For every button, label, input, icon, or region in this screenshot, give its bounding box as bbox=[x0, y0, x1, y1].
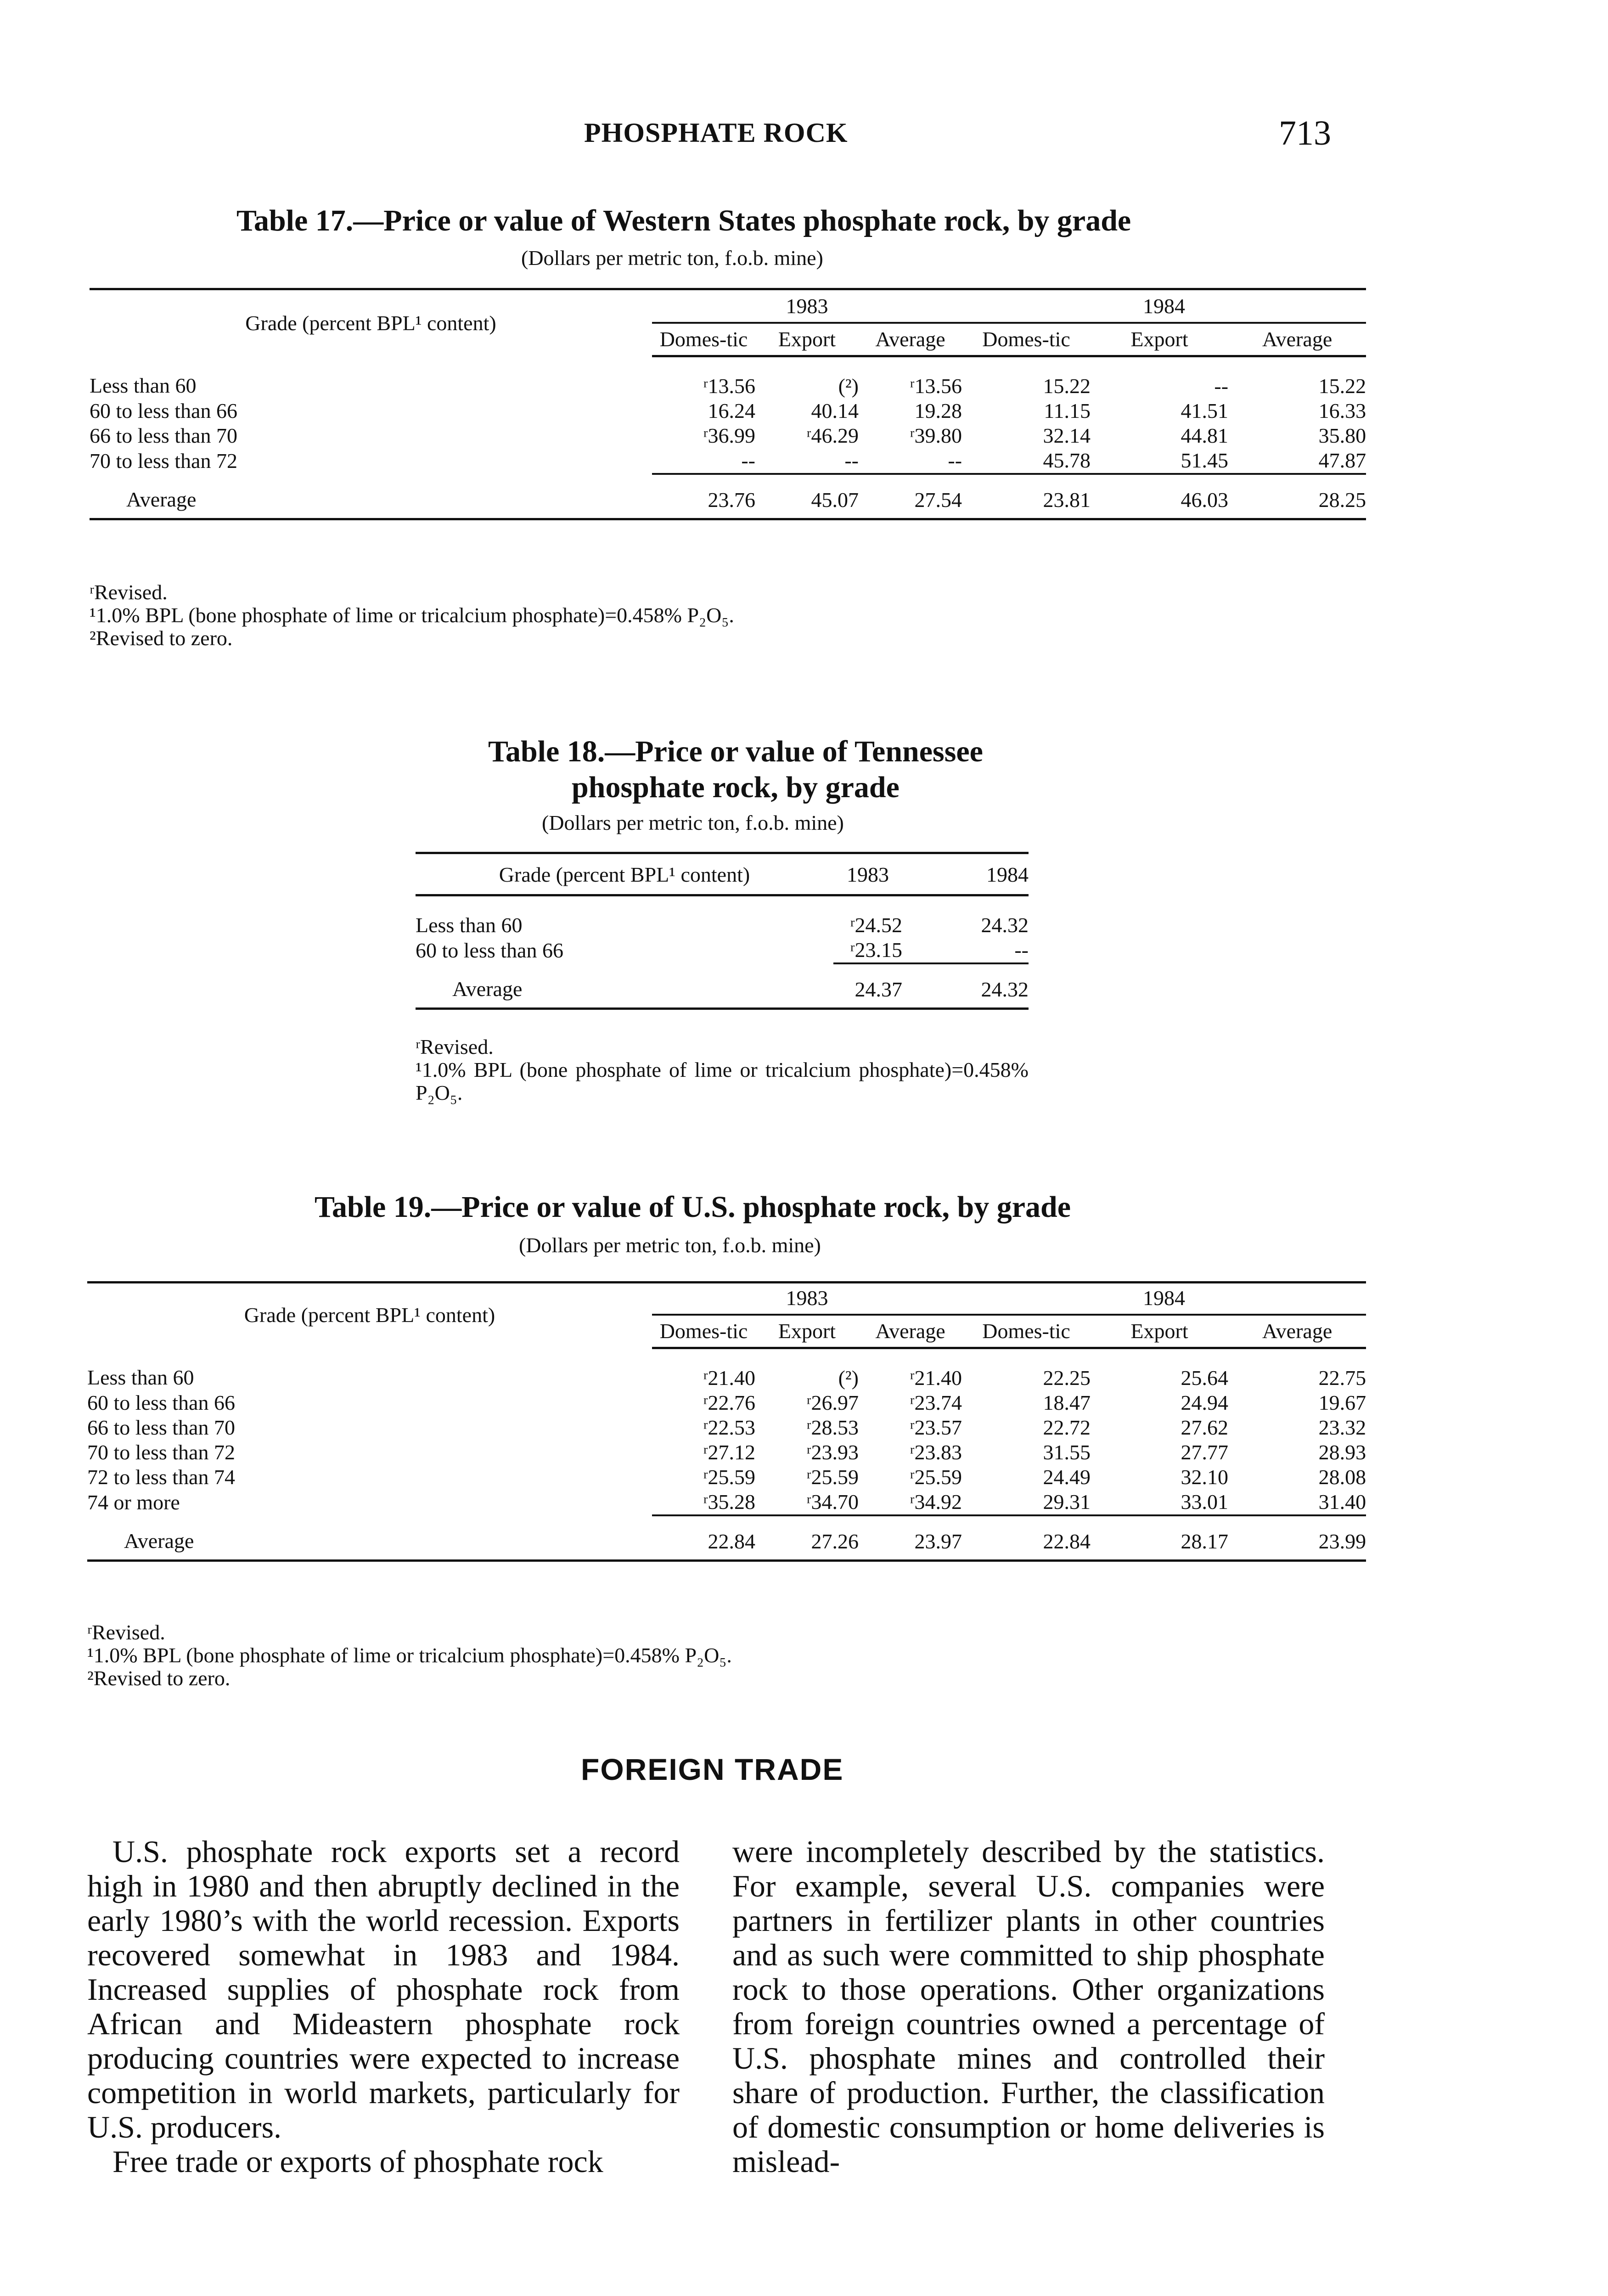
table-19-year-1984: 1984 bbox=[962, 1286, 1366, 1315]
cell: ʳ34.70 bbox=[755, 1490, 859, 1515]
table-17-footnotes bbox=[90, 581, 734, 650]
footnote: ¹1.0% BPL (bone phosphate of lime or tricalcium phosphate)=0.458% P₂O₅. bbox=[90, 603, 734, 627]
cell: 19.67 bbox=[1318, 1391, 1366, 1414]
row-label: 66 to less than 70 bbox=[87, 1416, 235, 1439]
cell: ʳ27.12 bbox=[703, 1441, 755, 1464]
row-label: 70 to less than 72 bbox=[90, 449, 237, 473]
cell: -- bbox=[755, 448, 859, 474]
footnote: ʳRevised. bbox=[90, 580, 168, 604]
page-number: 713 bbox=[1279, 114, 1331, 152]
cell: 18.47 bbox=[1043, 1391, 1091, 1414]
table-18-stub-header: Grade (percent BPL¹ content) bbox=[416, 855, 833, 895]
table-17 bbox=[90, 294, 1366, 520]
table-19-col-header: Average bbox=[1228, 1315, 1366, 1348]
table-row bbox=[90, 399, 1366, 423]
cell: 22.84 bbox=[652, 1515, 755, 1561]
paragraph: U.S. phosphate rock exports set a record high in 1980 and then abruptly declined in the early 1980’s with the world recession. Exports recovered somewhat in 1983 and 1984. Increased supplies of phosphate rock from African and Mideastern phosphate rock producing countries were expected to increase competition in world markets, particularly for U.S. producers. bbox=[87, 1834, 680, 2144]
body-column-right bbox=[732, 1835, 1325, 2179]
table-19-col-header: Export bbox=[755, 1315, 859, 1348]
row-label: 70 to less than 72 bbox=[87, 1441, 235, 1464]
cell: 23.99 bbox=[1228, 1515, 1366, 1561]
cell: 33.01 bbox=[1091, 1490, 1228, 1515]
table-row bbox=[87, 1440, 1366, 1465]
cell: 47.87 bbox=[1228, 448, 1366, 474]
table-17-top-rule bbox=[90, 288, 1366, 290]
cell: 15.22 bbox=[1043, 374, 1091, 398]
table-average-row bbox=[87, 1515, 1366, 1561]
table-19-col-header: Domes-tic bbox=[962, 1315, 1091, 1348]
table-average-row bbox=[90, 474, 1366, 519]
row-label: 60 to less than 66 bbox=[87, 1391, 235, 1414]
cell: ʳ13.56 bbox=[910, 374, 962, 398]
table-19-col-header: Domes-tic bbox=[652, 1315, 755, 1348]
footnote: ¹1.0% BPL (bone phosphate of lime or tricalcium phosphate)=0.458% P₂O₅. bbox=[416, 1058, 1029, 1104]
cell: 22.72 bbox=[1043, 1416, 1091, 1439]
table-row bbox=[87, 1390, 1366, 1415]
cell: (²) bbox=[838, 1366, 859, 1390]
footnote: ²Revised to zero. bbox=[87, 1666, 231, 1690]
cell: 28.17 bbox=[1091, 1515, 1228, 1561]
footnote: ²Revised to zero. bbox=[90, 626, 233, 650]
table-row bbox=[87, 1490, 1366, 1515]
row-label: Less than 60 bbox=[416, 913, 523, 937]
table-row bbox=[87, 1348, 1366, 1391]
row-label: Less than 60 bbox=[87, 1365, 194, 1389]
cell: 35.80 bbox=[1318, 424, 1366, 447]
cell: 24.37 bbox=[833, 963, 902, 1009]
cell: 22.84 bbox=[962, 1515, 1091, 1561]
table-19-footnotes bbox=[87, 1621, 732, 1690]
table-17-col-header: Export bbox=[1091, 323, 1228, 356]
cell: 22.75 bbox=[1318, 1366, 1366, 1390]
cell: ʳ21.40 bbox=[910, 1366, 962, 1390]
cell: 27.62 bbox=[1181, 1416, 1229, 1439]
body-column-left bbox=[87, 1835, 680, 2179]
cell: 31.55 bbox=[1043, 1441, 1091, 1464]
cell: ʳ39.80 bbox=[910, 424, 962, 447]
cell: -- bbox=[859, 448, 962, 474]
footnote: ʳRevised. bbox=[416, 1035, 494, 1058]
table-18-col-header: 1984 bbox=[902, 855, 1029, 895]
cell: ʳ22.76 bbox=[703, 1391, 755, 1414]
row-label: 60 to less than 66 bbox=[416, 939, 563, 962]
cell: 19.28 bbox=[914, 399, 962, 422]
table-row bbox=[416, 938, 1029, 963]
table-17-col-header: Average bbox=[1228, 323, 1366, 356]
table-17-col-header: Domes-tic bbox=[652, 323, 755, 356]
cell: ʳ25.59 bbox=[806, 1465, 859, 1489]
table-17-title: Table 17.—Price or value of Western States phosphate rock, by grade bbox=[236, 204, 1131, 237]
row-label: 74 or more bbox=[87, 1491, 180, 1514]
cell: ʳ23.57 bbox=[910, 1416, 962, 1439]
cell: ʳ13.56 bbox=[703, 374, 755, 398]
table-19-year-1983: 1983 bbox=[652, 1286, 962, 1315]
footnote: ʳRevised. bbox=[87, 1621, 165, 1644]
row-label: Average bbox=[90, 474, 652, 519]
cell: 28.25 bbox=[1228, 474, 1366, 519]
cell: 23.76 bbox=[652, 474, 755, 519]
cell: 24.94 bbox=[1181, 1391, 1229, 1414]
table-average-row bbox=[416, 963, 1029, 1009]
cell: -- bbox=[1214, 374, 1229, 398]
table-17-col-header: Export bbox=[755, 323, 859, 356]
cell: 32.10 bbox=[1181, 1465, 1229, 1489]
cell: 27.54 bbox=[859, 474, 962, 519]
cell: ʳ23.83 bbox=[910, 1441, 962, 1464]
cell: 24.49 bbox=[1043, 1465, 1091, 1489]
row-label: 60 to less than 66 bbox=[90, 399, 237, 422]
cell: ʳ26.97 bbox=[806, 1391, 859, 1414]
cell: 28.93 bbox=[1318, 1441, 1366, 1464]
row-label: 66 to less than 70 bbox=[90, 424, 237, 447]
row-label: Average bbox=[416, 963, 833, 1009]
cell: ʳ25.59 bbox=[703, 1465, 755, 1489]
table-19-title: Table 19.—Price or value of U.S. phosphate rock, by grade bbox=[315, 1190, 1071, 1224]
table-18-top-rule bbox=[416, 852, 1029, 854]
cell: ʳ22.53 bbox=[703, 1416, 755, 1439]
cell: ʳ23.74 bbox=[910, 1391, 962, 1414]
cell: ʳ36.99 bbox=[703, 424, 755, 447]
row-label: 72 to less than 74 bbox=[87, 1465, 235, 1489]
cell: 45.07 bbox=[755, 474, 859, 519]
table-18-col-header: 1983 bbox=[833, 855, 902, 895]
row-label: Less than 60 bbox=[90, 373, 197, 397]
table-19 bbox=[87, 1286, 1366, 1562]
cell: ʳ46.29 bbox=[806, 424, 859, 447]
footnote: ¹1.0% BPL (bone phosphate of lime or tricalcium phosphate)=0.458% P₂O₅. bbox=[87, 1643, 732, 1667]
table-17-year-1983: 1983 bbox=[652, 294, 962, 323]
cell: 46.03 bbox=[1091, 474, 1228, 519]
cell: -- bbox=[902, 938, 1029, 963]
cell: ʳ23.93 bbox=[806, 1441, 859, 1464]
table-row bbox=[90, 448, 1366, 474]
cell: 22.25 bbox=[1043, 1366, 1091, 1390]
cell: 27.26 bbox=[755, 1515, 859, 1561]
table-18 bbox=[416, 855, 1029, 1010]
cell: 16.33 bbox=[1318, 399, 1366, 422]
running-head bbox=[0, 114, 1608, 154]
cell: 44.81 bbox=[1181, 424, 1229, 447]
cell: -- bbox=[652, 448, 755, 474]
cell: 51.45 bbox=[1091, 448, 1228, 474]
cell: 40.14 bbox=[811, 399, 859, 422]
section-heading: FOREIGN TRADE bbox=[581, 1752, 844, 1786]
table-19-col-header: Average bbox=[859, 1315, 962, 1348]
cell: 23.97 bbox=[859, 1515, 962, 1561]
cell: ʳ21.40 bbox=[703, 1366, 755, 1390]
cell: ʳ28.53 bbox=[806, 1416, 859, 1439]
cell: 25.64 bbox=[1181, 1366, 1229, 1390]
table-17-year-1984: 1984 bbox=[962, 294, 1366, 323]
table-19-top-rule bbox=[87, 1281, 1366, 1283]
cell: 28.08 bbox=[1318, 1465, 1366, 1489]
cell: 23.32 bbox=[1318, 1416, 1366, 1439]
cell: 27.77 bbox=[1181, 1441, 1229, 1464]
table-row bbox=[87, 1465, 1366, 1490]
cell: ʳ25.59 bbox=[910, 1465, 962, 1489]
table-row bbox=[90, 423, 1366, 448]
cell: 16.24 bbox=[708, 399, 755, 422]
cell: 45.78 bbox=[962, 448, 1091, 474]
table-19-col-header: Export bbox=[1091, 1315, 1228, 1348]
running-title: PHOSPHATE ROCK bbox=[584, 118, 848, 148]
cell: ʳ34.92 bbox=[859, 1490, 962, 1515]
cell: 24.32 bbox=[981, 913, 1029, 937]
table-18-footnotes bbox=[416, 1035, 1029, 1104]
cell: ʳ35.28 bbox=[652, 1490, 755, 1515]
cell: 11.15 bbox=[1044, 399, 1091, 422]
cell: 15.22 bbox=[1318, 374, 1366, 398]
table-row bbox=[87, 1415, 1366, 1440]
cell: 32.14 bbox=[1043, 424, 1091, 447]
cell: ʳ23.15 bbox=[833, 938, 902, 963]
table-19-subtitle: (Dollars per metric ton, f.o.b. mine) bbox=[519, 1233, 821, 1257]
cell: 41.51 bbox=[1181, 399, 1229, 422]
cell: 29.31 bbox=[962, 1490, 1091, 1515]
table-18-title: Table 18.—Price or value of Tennessee phosphate rock, by grade bbox=[488, 735, 983, 804]
table-19-stub-header: Grade (percent BPL¹ content) bbox=[244, 1303, 495, 1327]
table-17-stub-header: Grade (percent BPL¹ content) bbox=[245, 311, 496, 335]
cell: 24.32 bbox=[902, 963, 1029, 1009]
table-18-subtitle: (Dollars per metric ton, f.o.b. mine) bbox=[542, 811, 844, 834]
table-row bbox=[90, 356, 1366, 399]
table-17-subtitle: (Dollars per metric ton, f.o.b. mine) bbox=[521, 246, 823, 270]
cell: (²) bbox=[838, 374, 859, 398]
table-row bbox=[416, 895, 1029, 938]
paragraph: were incompletely described by the statistics. For example, several U.S. companies were partners in fertilizer plants in other countries and as such were committed to ship phosphate rock to those operations. Other organizations from foreign countries owned a percentage of U.S. phosphate mines and controlled their share of production. Further, the classification of domestic consumption or home deliveries is mislead- bbox=[732, 1834, 1325, 2179]
cell: 31.40 bbox=[1228, 1490, 1366, 1515]
paragraph: Free trade or exports of phosphate rock bbox=[112, 2144, 603, 2179]
table-17-col-header: Domes-tic bbox=[962, 323, 1091, 356]
cell: 23.81 bbox=[962, 474, 1091, 519]
table-17-col-header: Average bbox=[859, 323, 962, 356]
cell: ʳ24.52 bbox=[850, 913, 902, 937]
row-label: Average bbox=[87, 1515, 652, 1561]
